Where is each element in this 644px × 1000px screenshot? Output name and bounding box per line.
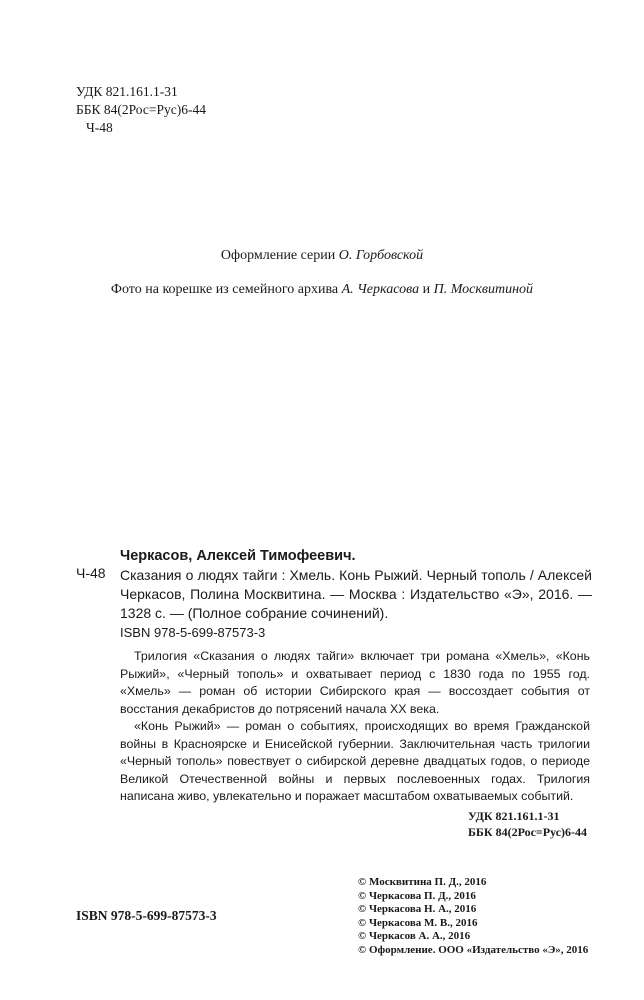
copyright-line: © Москвитина П. Д., 2016	[358, 876, 487, 888]
bib-cutter: Ч-48	[76, 565, 106, 581]
photo-credit-prefix: Фото на корешке из семейного архива	[110, 282, 339, 297]
cutter-code: Ч-48	[86, 120, 113, 135]
copyright-line: © Черкасов А. А., 2016	[358, 930, 471, 942]
right-codes	[468, 808, 587, 840]
isbn-bottom: ISBN 978-5-699-87573-3	[76, 908, 217, 923]
udk-code: УДК 821.161.1-31	[76, 84, 178, 99]
copyright-line: © Черкасова М. В., 2016	[358, 916, 478, 929]
copyright-line: © Оформление. ООО «Издательство «Э», 2016	[358, 943, 589, 956]
photo-author-1: А. Черкасова	[341, 282, 420, 297]
annotation-paragraph: «Конь Рыжий» — роман о событиях, происходящих во время Гражданской войны в Красноярске и Енисейской губернии. Заключительная часть трилогии «Черный тополь» повествует о сибирской деревне двадцатых годов, о периоде Великой Отечественной войны и первых послевоенных годах. Трилогия написана живо, увлекательно и поражает масштабом охватываемых событий.	[120, 719, 590, 803]
copyright-line: © Черкасова П. Д., 2016	[358, 889, 476, 902]
author-heading: Черкасов, Алексей Тимофеевич.	[120, 548, 356, 564]
bibliographic-description: Сказания о людях тайги : Хмель. Конь Рыжий. Черный тополь / Алексей Черкасов, Полина Москвитина. — Москва : Издательство «Э», 2016. — 1328 с. — (Полное собрание сочинений).	[120, 567, 592, 621]
header-codes	[76, 83, 206, 137]
bbk-code: ББК 84(2Рос=Рус)6-44	[76, 102, 206, 117]
udk-code-right: УДК 821.161.1-31	[468, 809, 560, 823]
annotation	[120, 648, 590, 806]
series-design-prefix: Оформление серии	[220, 248, 336, 263]
series-design-credit	[0, 248, 644, 264]
isbn-inline: ISBN 978-5-699-87573-3	[120, 625, 266, 640]
copyright-line: © Черкасова Н. А., 2016	[358, 903, 477, 915]
copyright-block	[358, 876, 588, 957]
annotation-paragraph: Трилогия «Сказания о людях тайги» включает три романа «Хмель», «Конь Рыжий», «Черный тополь» и охватывает период с 1830 года по 1955 год. «Хмель» — роман об истории Сибирского края — воссоздает события от восстания декабристов до потрясений начала XX века.	[120, 649, 590, 716]
photo-author-2: П. Москвитиной	[433, 282, 534, 297]
photo-conjunction: и	[422, 282, 431, 297]
series-designer-name: О. Горбовской	[338, 248, 424, 263]
bbk-code-right: ББК 84(2Рос=Рус)6-44	[468, 825, 588, 839]
photo-credit	[0, 282, 644, 298]
